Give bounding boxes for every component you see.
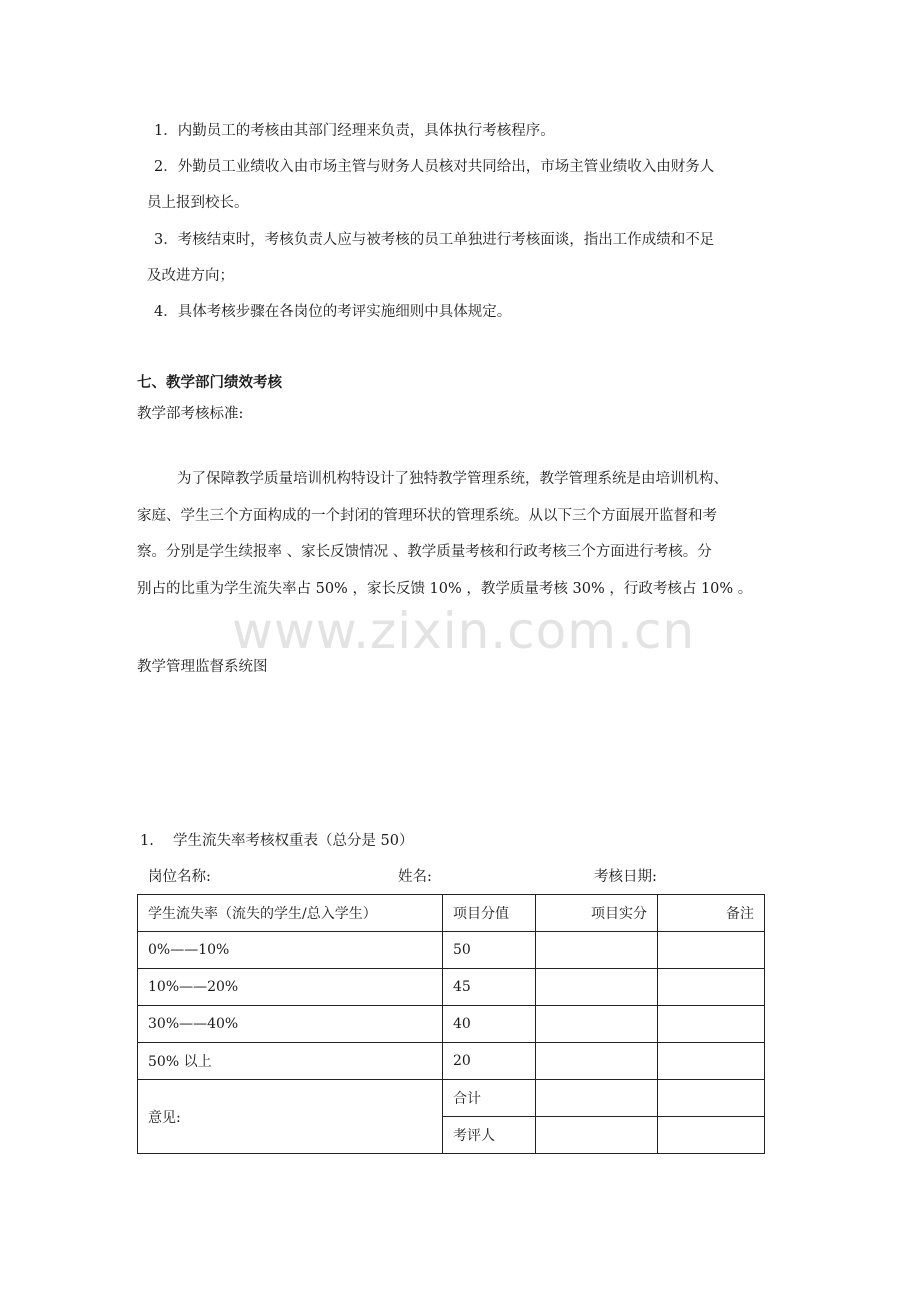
list-item-continuation: 员上报到校长。 xyxy=(147,195,249,211)
header-actual-score: 项目实分 xyxy=(536,895,658,932)
opinion-cell[interactable]: 意见: xyxy=(138,1080,443,1154)
remarks-cell[interactable] xyxy=(658,969,765,1006)
employee-name-label: 姓名: xyxy=(398,869,432,885)
section-heading: 七、教学部门绩效考核 xyxy=(137,374,282,391)
actual-score-cell[interactable] xyxy=(536,1006,658,1043)
section-subheading: 教学部考核标准: xyxy=(137,406,244,422)
list-item-continuation: 及改进方向； xyxy=(147,268,234,284)
assessment-date-label: 考核日期: xyxy=(594,869,657,885)
table-row xyxy=(138,969,765,1006)
paragraph-line: 察。分别是学生续报率 、家长反馈情况 、教学质量考核和行政考核三个方面进行考核。分 xyxy=(137,544,712,560)
rate-range-cell: 50% 以上 xyxy=(138,1043,443,1080)
header-attrition-rate: 学生流失率（流失的学生/总入学生） xyxy=(138,895,443,932)
paragraph-line: 为了保障教学质量培训机构特设计了独特教学管理系统，教学管理系统是由培训机构、 xyxy=(177,471,728,487)
actual-score-cell[interactable] xyxy=(536,932,658,969)
actual-score-cell[interactable] xyxy=(536,1043,658,1080)
table-row xyxy=(138,932,765,969)
rate-range-cell: 30%——40% xyxy=(138,1006,443,1043)
table-row xyxy=(138,1043,765,1080)
header-remarks: 备注 xyxy=(658,895,765,932)
list-item: 3．考核结束时，考核负责人应与被考核的员工单独进行考核面谈，指出工作成绩和不足 xyxy=(154,232,715,248)
paragraph-line: 别占的比重为学生流失率占 50% ，家长反馈 10% ，教学质量考核 30% ，行政考核占 10% 。 xyxy=(137,581,753,597)
total-label-cell: 合计 xyxy=(443,1080,536,1117)
reviewer-label-cell: 考评人 xyxy=(443,1117,536,1154)
rate-range-cell: 10%——20% xyxy=(138,969,443,1006)
score-cell: 40 xyxy=(443,1006,536,1043)
reviewer-remarks-cell[interactable] xyxy=(658,1117,765,1154)
paragraph-line: 家庭、学生三个方面构成的一个封闭的管理环状的管理系统。从以下三个方面展开监督和考 xyxy=(137,508,717,524)
position-name-label: 岗位名称: xyxy=(148,869,211,885)
table-header-row xyxy=(138,895,765,932)
score-cell: 20 xyxy=(443,1043,536,1080)
rate-range-cell: 0%——10% xyxy=(138,932,443,969)
attrition-weight-table xyxy=(137,894,765,1154)
list-item: 4．具体考核步骤在各岗位的考评实施细则中具体规定。 xyxy=(154,304,512,320)
diagram-caption: 教学管理监督系统图 xyxy=(137,659,268,675)
table-row-total xyxy=(138,1080,765,1117)
header-item-score: 项目分值 xyxy=(443,895,536,932)
remarks-cell[interactable] xyxy=(658,1006,765,1043)
total-remarks-cell[interactable] xyxy=(658,1080,765,1117)
list-item: 1．内勤员工的考核由其部门经理来负责，具体执行考核程序。 xyxy=(154,123,555,139)
watermark: www.zixin.com.cn xyxy=(232,602,696,660)
table-row xyxy=(138,1006,765,1043)
actual-score-cell[interactable] xyxy=(536,969,658,1006)
score-cell: 50 xyxy=(443,932,536,969)
score-cell: 45 xyxy=(443,969,536,1006)
table-title: 1. 学生流失率考核权重表（总分是 50） xyxy=(140,833,414,849)
total-actual-cell[interactable] xyxy=(536,1080,658,1117)
reviewer-value-cell[interactable] xyxy=(536,1117,658,1154)
remarks-cell[interactable] xyxy=(658,1043,765,1080)
remarks-cell[interactable] xyxy=(658,932,765,969)
list-item: 2．外勤员工业绩收入由市场主管与财务人员核对共同给出，市场主管业绩收入由财务人 xyxy=(154,159,715,175)
